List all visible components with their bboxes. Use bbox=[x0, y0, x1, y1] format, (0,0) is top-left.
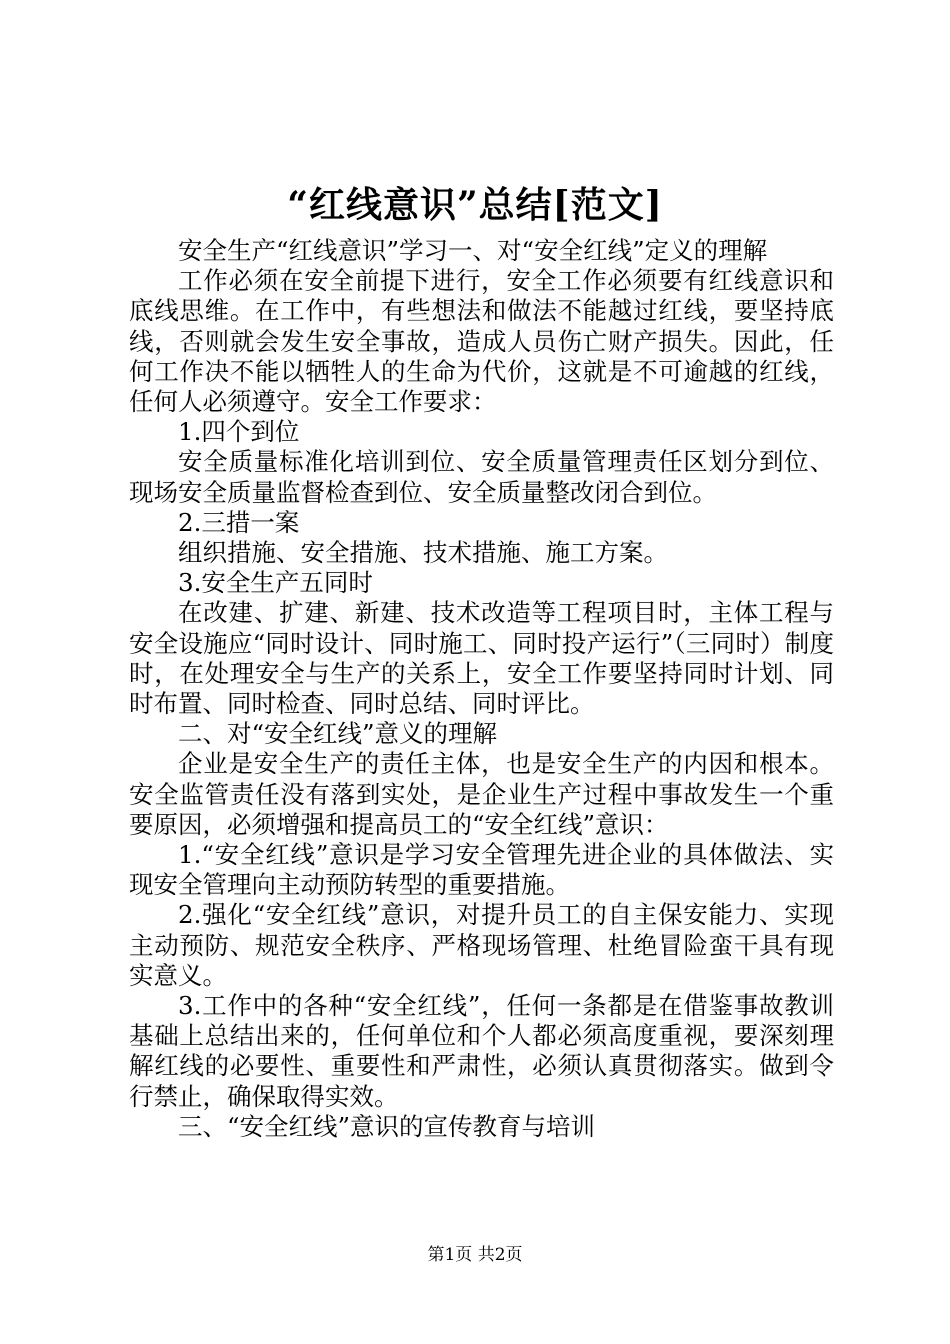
list-item: 3.工作中的各种“安全红线”，任何一条都是在借鉴事故教训基础上总结出来的，任何单位和个人都必须高度重视，要深刻理解红线的必要性、重要性和严肃性，必须认真贯彻落实。做到令行禁止，确保取得实效。 bbox=[129, 991, 834, 1111]
list-heading: 2.三措一案 bbox=[178, 507, 300, 537]
paragraph: 组织措施、安全措施、技术措施、施工方案。 bbox=[178, 538, 668, 568]
document-title: “红线意识”总结[范文] bbox=[287, 184, 663, 226]
section-heading: 二、对“安全红线”意义的理解 bbox=[178, 719, 498, 749]
page-footer: 第1页 共2页 bbox=[427, 1245, 523, 1265]
document-body bbox=[129, 236, 834, 1142]
paragraph: 工作必须在安全前提下进行，安全工作必须要有红线意识和底线思维。在工作中，有些想法和做法不能越过红线，要坚持底线，否则就会发生安全事故，造成人员伤亡财产损失。因此，任何工作决不能以牺牲人的生命为代价，这就是不可逾越的红线，任何人必须遵守。安全工作要求： bbox=[129, 266, 834, 417]
list-heading: 1.四个到位 bbox=[178, 417, 300, 447]
section-heading: 三、“安全红线”意识的宣传教育与培训 bbox=[178, 1111, 596, 1141]
paragraph: 企业是安全生产的责任主体，也是安全生产的内因和根本。安全监管责任没有落到实处，是企业生产过程中事故发生一个重要原因，必须增强和提高员工的“安全红线”意识： bbox=[129, 749, 834, 839]
paragraph: 安全质量标准化培训到位、安全质量管理责任区划分到位、现场安全质量监督检查到位、安全质量整改闭合到位。 bbox=[129, 447, 834, 507]
paragraph: 安全生产“红线意识”学习一、对“安全红线”定义的理解 bbox=[178, 236, 768, 265]
list-item: 2.强化“安全红线”意识，对提升员工的自主保安能力、实现主动预防、规范安全秩序、严格现场管理、杜绝冒险蛮干具有现实意义。 bbox=[129, 900, 834, 990]
paragraph: 在改建、扩建、新建、技术改造等工程项目时，主体工程与安全设施应“同时设计、同时施工、同时投产运行”（三同时）制度时，在处理安全与生产的关系上，安全工作要坚持同时计划、同时布置、同时检查、同时总结、同时评比。 bbox=[129, 598, 834, 719]
list-item: 1.“安全红线”意识是学习安全管理先进企业的具体做法、实现安全管理向主动预防转型的重要措施。 bbox=[129, 840, 834, 900]
list-heading: 3.安全生产五同时 bbox=[178, 568, 373, 598]
